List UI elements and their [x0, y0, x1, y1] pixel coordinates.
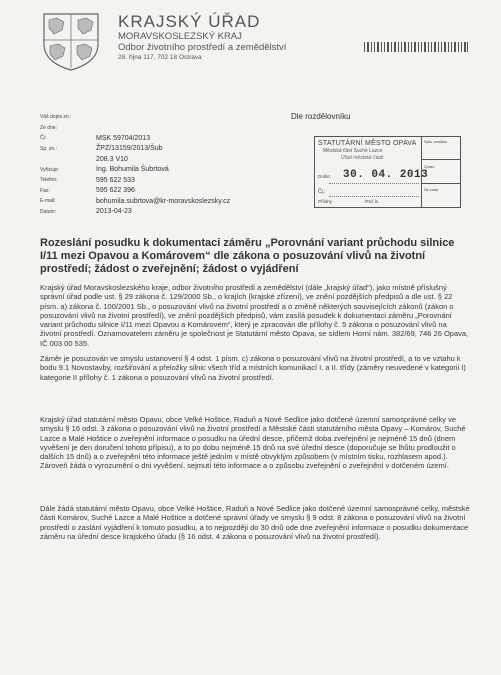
- meta-value: 595 622 533: [96, 176, 135, 184]
- meta-label: Fax:: [40, 187, 50, 194]
- stamp-attachments-label: [318, 199, 379, 204]
- coat-of-arms-icon: [40, 10, 102, 72]
- meta-row: [40, 144, 280, 155]
- authority-region: MORAVSKOSLEZSKÝ KRAJ: [118, 31, 242, 42]
- body-paragraph: Záměr je posuzován ve smyslu ustanovení § 4 odst. 1 písm. c) zákona o posuzování vlivů na životní prostředí, a to ve vztahu k bodu 9.1 Novostavby, rozšiřování a přeložky silnic všech tříd a místních komunikací I. a II. třídy (záměry neuvedené v kategorii I) kategorie II přílohy č. 1 zákona o posuzování vlivů na životní prostředí.: [40, 354, 466, 382]
- stamp-file-mark: Spis. značka: [424, 139, 447, 144]
- meta-value: 208.3 V10: [96, 155, 128, 163]
- barcode-icon: [364, 42, 468, 52]
- meta-row: [40, 112, 280, 123]
- meta-value: ŽPZ/13159/2013/Šub: [96, 145, 163, 153]
- stamp-ref-label: Čj.:: [318, 189, 326, 195]
- stamp-divider: [422, 183, 460, 184]
- stamp-processed: Zprac.: [424, 164, 436, 169]
- stamp-received-date: 30. 04. 2013: [343, 169, 429, 181]
- meta-row: [40, 154, 280, 165]
- stamp-file-code: Sk.znak: [424, 187, 439, 192]
- letter-subject: Rozeslání posudku k dokumentaci záměru „Porovnání variant průchodu silnice I/11 mezi Opavou a Komárovem“ dle zákona o posuzování vlivů na životní prostředí; žádost o zveřejnění; žádost o vyjádření: [40, 237, 455, 275]
- meta-label: Ze dne:: [40, 124, 57, 131]
- meta-label: Datum:: [40, 208, 57, 215]
- body-paragraph: Krajský úřad statutární město Opavu, obce Velké Hoštice, Raduň a Nové Sedlice jako dotčené územní samosprávné celky ve smyslu § 16 odst. 3 zákona o posuzování vlivů na životní prostředí a Městské části statutárního města Opavy – Komárov, Suché Lazce a Malé Hoštice o zveřejnění informace o posudku na úřední desce, přičemž doba zveřejnění je nejméně 15 dnů (dnem vyvěšení je den doručení tohoto přípisu), a to po dobu nejméně 15 dnů na své úřední desce (doporučuje se lhůtu prodloužit o dalších 15 dnů) a o zveřejnění této informace ještě jedním v místě obvyklým způsobem (v místním tisku, rozhlasem apod.). Zároveň žádá o vyrozumění o dni vyvěšení, sejmutí této informace a o způsobu zveřejnění o zveřejnění v dotčeném území.: [40, 415, 466, 471]
- meta-row: [40, 175, 280, 186]
- meta-value: Ing. Bohumila Šubrtová: [96, 166, 169, 174]
- stamp-title: STATUTÁRNÍ MĚSTO OPAVA: [318, 140, 417, 147]
- meta-row: [40, 165, 280, 176]
- stamp-subtitle: Městská část Suché Lazce: [323, 148, 383, 154]
- meta-label: Váš dopis zn.:: [40, 114, 72, 121]
- meta-label: Telefon:: [40, 177, 58, 184]
- authority-address: 28. října 117, 702 18 Ostrava: [118, 54, 202, 61]
- stamp-received-label: Došlo:: [318, 174, 331, 179]
- stamp-pages-text: /Poč.ls.: [364, 199, 380, 204]
- stamp-divider: [329, 183, 419, 184]
- authority-title: KRAJSKÝ ÚŘAD: [118, 12, 261, 31]
- meta-label: Sp. zn.:: [40, 145, 57, 152]
- body-paragraph: Krajský úřad Moravskoslezského kraje, odbor životního prostředí a zemědělství (dále „krajský úřad“), jako místně příslušný správní úřad podle ust. § 29 zákona č. 129/2000 Sb., o krajích (krajské zřízení), ve znění pozdějších předpisů a dle ust. § 22 písm. a) zákona č. 100/2001 Sb., o posuzování vlivů na životní prostředí a o změně některých souvisejících zákonů (zákon o posuzování vlivů na životní prostředí), ve znění pozdějších předpisů, vám zasílá posudek k dokumentaci záměru „Porovnání variant průchodu silnice I/11 mezi Opavou a Komárovem“, který je zpracován dle přílohy č. 5 zákona o posuzování vlivů na životní prostředí. Oznamovatelem záměru je společnost je Statutární město Opava, se sídlem Horní nám. 382/69, 746 26 Opava, IČ 003 00 535.: [40, 283, 469, 348]
- meta-value: MSK 59704/2013: [96, 134, 151, 142]
- meta-value: 2013-04-23: [96, 208, 132, 216]
- meta-label: E-mail:: [40, 198, 56, 205]
- meta-label: Čj:: [40, 135, 47, 142]
- authority-department: Odbor životního prostředí a zemědělství: [118, 42, 287, 53]
- stamp-subtitle: Úřad městské části: [341, 155, 384, 161]
- stamp-divider: [329, 196, 419, 197]
- meta-row: [40, 123, 280, 134]
- meta-value: bohumila.subrtova@kr-moravskoslezsky.cz: [96, 197, 231, 205]
- body-paragraph: Dále žádá statutární město Opavu, obce Velké Hoštice, Raduň a Nové Sedlice jako dotčené územní samosprávné celky, městské části Komárov, Suché Lazce a Malé Hoštice a dotčené správní úřady ve smyslu § 9 odst. 8 zákona o posuzování vlivů na životní prostředí o zaslání vyjádření k tomuto posudku, a to nejpozději do 30 dnů ode dne zveřejnění informace o posudku dokumentace záměru na úřední desce krajského úřadu (§ 16 odst. 4 zákona o posuzování vlivů na životní prostředí).: [40, 504, 470, 541]
- meta-row: [40, 133, 280, 144]
- meta-row: [40, 207, 280, 218]
- meta-value: 595 622 396: [96, 187, 135, 195]
- recipient: Dle rozdělovníku: [291, 112, 351, 121]
- meta-label: Vyřizuje:: [40, 166, 59, 173]
- authority-heading: [118, 12, 358, 62]
- meta-row: [40, 186, 280, 197]
- letter-metadata: [40, 112, 280, 217]
- stamp-divider: [422, 159, 460, 160]
- stamp-main-box: [314, 136, 429, 208]
- receipt-stamp: [314, 136, 461, 208]
- meta-row: [40, 196, 280, 207]
- stamp-attachments-text: Přílohy: [318, 199, 333, 204]
- stamp-side-box: [422, 136, 461, 208]
